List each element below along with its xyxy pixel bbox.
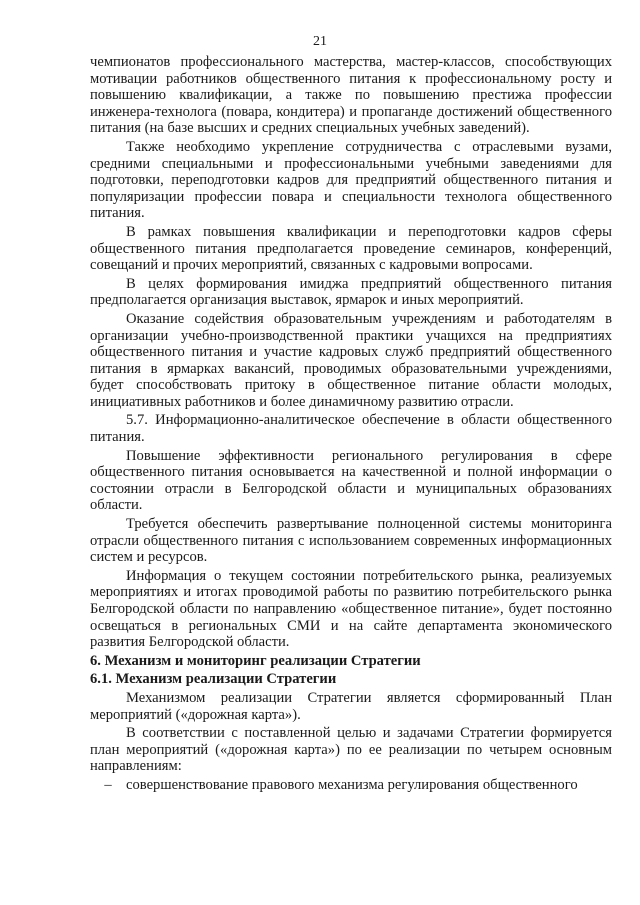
paragraph: Повышение эффективности регионального регулирования в сфере общественного питания основывается на качественной и полной информации о состоянии отрасли в Белгородской области и муниципальных образованиях области.	[90, 447, 612, 514]
paragraph: Механизмом реализации Стратегии является сформированный План мероприятий («дорожная карта»).	[90, 689, 612, 723]
paragraph: чемпионатов профессионального мастерства, мастер-классов, способствующих мотивации работников общественного питания к профессиональному росту и повышению квалификации, а также по повышению престижа профессии инженера-технолога (повара, кондитера) и пропаганде достижений общественного питания (на базе высших и средних специальных учебных заведений).	[90, 54, 612, 137]
section-subheading: 5.7. Информационно-аналитическое обеспечение в области общественного питания.	[90, 412, 612, 446]
paragraph: Оказание содействия образовательным учреждениям и работодателям в организации учебно-производственной практики учащихся на предприятиях общественного питания и участие кадровых служб предприятий общественного питания в ярмарках вакансий, проводимых образовательными учреждениями, будет способствовать притоку в общественное питание области молодых, инициативных работников и более динамичному развитию отрасли.	[90, 310, 612, 410]
list-item	[90, 777, 612, 794]
document-body	[90, 54, 612, 794]
list-dash: –	[104, 776, 112, 793]
list-item-text: совершенствование правового механизма регулирования общественного	[126, 776, 578, 793]
paragraph: Также необходимо укрепление сотрудничества с отраслевыми вузами, средними специальными и профессиональными учебными заведениями для подготовки, переподготовки кадров для предприятий общественного питания и популяризации профессии повара и специальности технолога общественного питания.	[90, 138, 612, 222]
section-heading: 6. Механизм и мониторинг реализации Стратегии	[90, 652, 421, 669]
subsection-heading: 6.1. Механизм реализации Стратегии	[90, 671, 337, 688]
paragraph: В целях формирования имиджа предприятий общественного питания предполагается организация выставок, ярмарок и иных мероприятий.	[90, 275, 612, 309]
paragraph: Требуется обеспечить развертывание полноценной системы мониторинга отрасли общественного питания с использованием современных информационных систем и ресурсов.	[90, 516, 612, 566]
paragraph: В соответствии с поставленной целью и задачами Стратегии формируется план мероприятий («дорожная карта») по ее реализации по четырем основным направлениям:	[90, 725, 612, 775]
paragraph: Информация о текущем состоянии потребительского рынка, реализуемых мероприятиях и итогах проводимой работы по развитию потребительского рынка Белгородской области по направлению «общественное питание», будет постоянно освещаться в региональных СМИ и на сайте департамента экономического развития Белгородской области.	[90, 567, 612, 651]
page-number: 21	[313, 34, 327, 49]
paragraph: В рамках повышения квалификации и переподготовки кадров сферы общественного питания предполагается проведение семинаров, конференций, совещаний и прочих мероприятий, связанных с кадровыми вопросами.	[90, 223, 612, 274]
